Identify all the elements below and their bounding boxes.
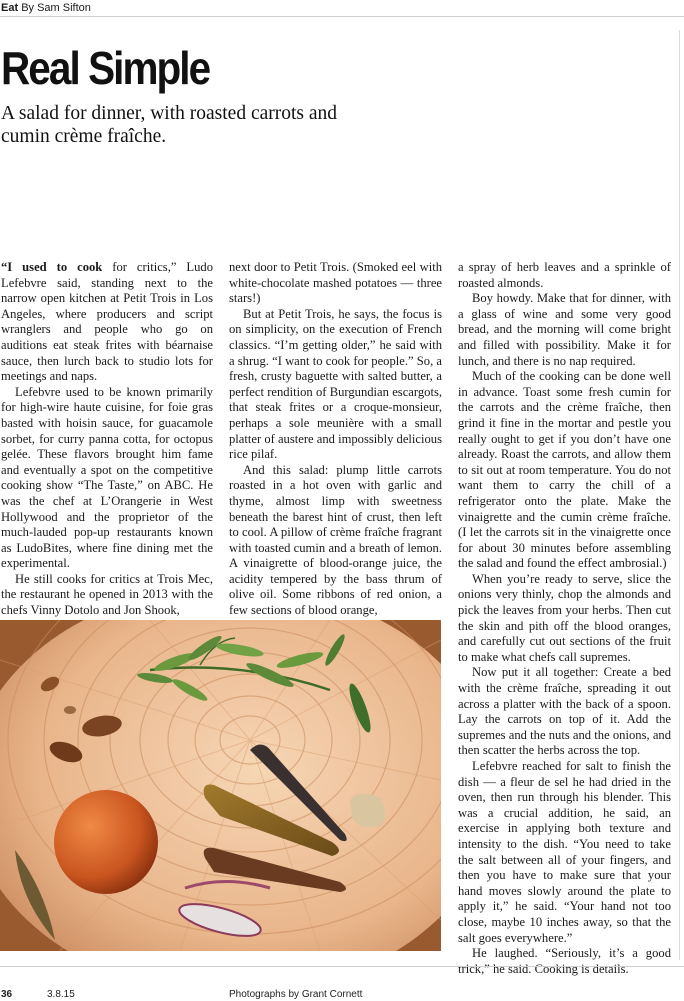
paragraph xyxy=(1,260,213,385)
page-footer xyxy=(0,966,684,1001)
plate xyxy=(0,620,441,951)
article-title: Real Simple xyxy=(1,42,210,94)
paragraph: Lefebvre reached for salt to finish the dish — a fleur de sel he had dried in the oven, then run through his blender. This was a crucial addition, he said, an exercise in applying both texture and intensity to the dish. “You need to take the salt between all of your fingers, and then you have to make sure that your hand moves slowly around the plate to apply it,” he said. “Your hand not too close, maybe 10 inches away, so that the salt goes everywhere.” xyxy=(458,759,671,945)
text-column-2 xyxy=(229,260,442,619)
paragraph-text: for critics,” Ludo Lefebvre said, standing next to the narrow open kitchen at Petit Trois in Los Angeles, where producers and script wranglers and people who go on auditions eat steak frites with béarnaise sauce, then lurch back to studio lots for meetings and naps. xyxy=(1,260,213,384)
paragraph: next door to Petit Trois. (Smoked eel with white-chocolate mashed potatoes — three stars!) xyxy=(229,260,442,306)
lead-in: “I used to cook xyxy=(1,260,103,274)
paragraph: Now put it all together: Create a bed with the crème fraîche, spreading it out across a platter with the back of a spoon. Lay the carrots on top of it. Add the supremes and the nuts and the onions, and then scatter the herbs across the top. xyxy=(458,665,671,758)
paragraph: He still cooks for critics at Trois Mec, the restaurant he opened in 2013 with the chefs Vinny Dotolo and Jon Shook, xyxy=(1,571,213,618)
text-column-1 xyxy=(1,260,213,619)
paragraph: Lefebvre used to be known primarily for high-wire haute cuisine, for foie gras basted with hoisin sauce, for guacamole sorbet, for curry panna cotta, for octopus gelée. These flavors brought him fame and eventually a spot on the competitive cooking show “The Taste,” on ABC. He was the chef at L’Orangerie in West Hollywood and the proprietor of the much-lauded pop-up restaurants known as LudoBites, where fine dining met the experimental. xyxy=(1,384,213,571)
paragraph: And this salad: plump little carrots roasted in a hot oven with garlic and thyme, almost limp with sweetness beneath the barest hint of crust, then left to cool. A pillow of crème fraîche fragrant with toasted cumin and a breath of lemon. A vinaigrette of blood-orange juice, the acidity tempered by the bass thrum of olive oil. Some ribbons of red onion, a few sections of blood orange, xyxy=(229,462,442,618)
paragraph: When you’re ready to serve, slice the onions very thinly, chop the almonds and pick the leaves from your herbs. Then cut the skin and pith off the blood oranges, and carefully cut out sections of the fruit to make what chefs call supremes. xyxy=(458,571,671,664)
text-column-3 xyxy=(458,260,671,977)
paragraph: a spray of herb leaves and a sprinkle of roasted almonds. xyxy=(458,260,671,290)
paragraph: He laughed. “Seriously, it’s a good trick,” he said. Cooking is details. xyxy=(458,946,671,976)
paragraph: But at Petit Trois, he says, the focus is on simplicity, on the execution of French classics. “I’m getting older,” he said with a shrug. “I want to cook for people.” So, a fresh, crusty baguette with salted butter, a perfect rendition of Burgundian escargots, that steak frites or a croque-monsieur, perhaps a sole meunière with a small platter of austere and impossibly delicious rice pilaf. xyxy=(229,306,442,462)
paragraph: Much of the cooking can be done well in advance. Toast some fresh cumin for the carrots and the crème fraîche, then grind it fine in the mortar and pestle you really ought to get if you don’t have one already. Roast the carrots, and allow them to sit out at room temperature. You do not want them to carry the chill of a refrigerator onto the plate. Make the vinaigrette and the cumin crème fraîche. (I let the carrots sit in the vinaigrette once for about 30 minutes before assembling the salad and found the effect ambrosial.) xyxy=(458,369,671,571)
section-header xyxy=(0,0,684,17)
section-label: Eat xyxy=(1,2,19,14)
article-dek: A salad for dinner, with roasted carrots and cumin crème fraîche. xyxy=(1,103,338,147)
byline: By Sam Sifton xyxy=(21,2,91,14)
photo-credit: Photographs by Grant Cornett xyxy=(229,989,363,1000)
page-number: 36 xyxy=(1,989,13,1000)
blood-orange xyxy=(54,790,158,894)
column-rule xyxy=(679,30,680,960)
paragraph: Boy howdy. Make that for dinner, with a glass of wine and some very good bread, and the morning will come bright and filled with possibility. Make it for lunch, and there is no nap required. xyxy=(458,291,671,368)
issue-date: 3.8.15 xyxy=(47,989,75,1000)
salad-photo xyxy=(0,620,441,951)
